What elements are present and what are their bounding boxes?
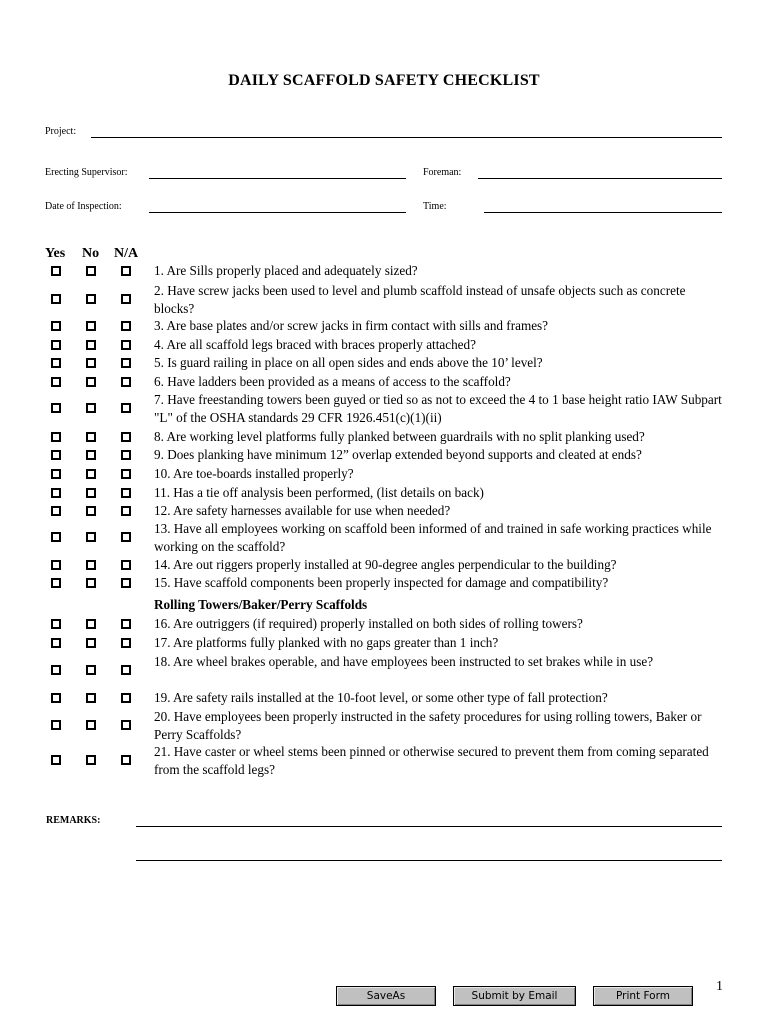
na-checkbox[interactable] xyxy=(121,665,131,675)
yes-checkbox[interactable] xyxy=(51,403,61,413)
na-checkbox[interactable] xyxy=(121,377,131,387)
yes-checkbox[interactable] xyxy=(51,720,61,730)
na-checkbox[interactable] xyxy=(121,266,131,276)
erecting-supervisor-field[interactable] xyxy=(149,178,406,179)
yes-checkbox[interactable] xyxy=(51,321,61,331)
yes-checkbox[interactable] xyxy=(51,755,61,765)
na-checkbox[interactable] xyxy=(121,755,131,765)
question-text: 10. Are toe-boards installed properly? xyxy=(154,466,354,481)
yes-checkbox[interactable] xyxy=(51,266,61,276)
no-checkbox[interactable] xyxy=(86,532,96,542)
no-checkbox[interactable] xyxy=(86,403,96,413)
save-as-button[interactable]: SaveAs xyxy=(336,986,436,1006)
page-number: 1 xyxy=(716,979,723,994)
no-checkbox[interactable] xyxy=(86,432,96,442)
question-text: 14. Are out riggers properly installed at 90-degree angles perpendicular to the building? xyxy=(154,557,617,572)
question-text: 6. Have ladders been provided as a means of access to the scaffold? xyxy=(154,374,511,389)
question-text: 21. Have caster or wheel stems been pinned or otherwise secured to prevent them from coming separated from the scaffold legs? xyxy=(154,744,709,777)
date-of-inspection-field[interactable] xyxy=(149,212,406,213)
no-checkbox[interactable] xyxy=(86,340,96,350)
no-checkbox[interactable] xyxy=(86,266,96,276)
no-checkbox[interactable] xyxy=(86,720,96,730)
yes-checkbox[interactable] xyxy=(51,532,61,542)
na-checkbox[interactable] xyxy=(121,321,131,331)
no-checkbox[interactable] xyxy=(86,377,96,387)
question-text: 3. Are base plates and/or screw jacks in firm contact with sills and frames? xyxy=(154,318,549,333)
yes-checkbox[interactable] xyxy=(51,294,61,304)
question-text: 17. Are platforms fully planked with no gaps greater than 1 inch? xyxy=(154,635,499,650)
question-text: 12. Are safety harnesses available for use when needed? xyxy=(154,503,451,518)
na-checkbox[interactable] xyxy=(121,638,131,648)
na-checkbox[interactable] xyxy=(121,506,131,516)
yes-checkbox[interactable] xyxy=(51,450,61,460)
no-checkbox[interactable] xyxy=(86,638,96,648)
na-checkbox[interactable] xyxy=(121,432,131,442)
no-checkbox[interactable] xyxy=(86,450,96,460)
na-checkbox[interactable] xyxy=(121,469,131,479)
question-text: 16. Are outriggers (if required) properly installed on both sides of rolling towers? xyxy=(154,616,583,631)
no-checkbox[interactable] xyxy=(86,693,96,703)
yes-checkbox[interactable] xyxy=(51,560,61,570)
foreman-label: Foreman: xyxy=(423,167,462,178)
question-text: 20. Have employees been properly instructed in the safety procedures for using rolling towers, Baker or Perry Scaffolds? xyxy=(154,709,702,742)
date-of-inspection-label: Date of Inspection: xyxy=(45,201,122,212)
question-text: 11. Has a tie off analysis been performed, (list details on back) xyxy=(154,485,484,500)
yes-checkbox[interactable] xyxy=(51,469,61,479)
no-checkbox[interactable] xyxy=(86,294,96,304)
na-checkbox[interactable] xyxy=(121,358,131,368)
no-checkbox[interactable] xyxy=(86,560,96,570)
question-text: 9. Does planking have minimum 12” overlap extended beyond supports and cleated at ends? xyxy=(154,447,642,462)
na-column-header: N/A xyxy=(114,246,139,261)
no-checkbox[interactable] xyxy=(86,755,96,765)
na-checkbox[interactable] xyxy=(121,560,131,570)
yes-checkbox[interactable] xyxy=(51,619,61,629)
question-text: 7. Have freestanding towers been guyed or tied so as not to exceed the 4 to 1 base height ratio IAW Subpart "L" of the OSHA standards 29 CFR 1926.451(c)(1)(ii) xyxy=(154,392,722,425)
yes-checkbox[interactable] xyxy=(51,488,61,498)
section-heading-rolling-towers: Rolling Towers/Baker/Perry Scaffolds xyxy=(154,597,368,612)
na-checkbox[interactable] xyxy=(121,720,131,730)
print-form-button[interactable]: Print Form xyxy=(593,986,693,1006)
project-field[interactable] xyxy=(91,137,722,138)
na-checkbox[interactable] xyxy=(121,403,131,413)
no-checkbox[interactable] xyxy=(86,665,96,675)
na-checkbox[interactable] xyxy=(121,294,131,304)
yes-checkbox[interactable] xyxy=(51,358,61,368)
no-checkbox[interactable] xyxy=(86,488,96,498)
remarks-label: REMARKS: xyxy=(46,815,101,826)
no-checkbox[interactable] xyxy=(86,321,96,331)
yes-column-header: Yes xyxy=(45,246,66,261)
yes-checkbox[interactable] xyxy=(51,377,61,387)
erecting-supervisor-label: Erecting Supervisor: xyxy=(45,167,128,178)
question-text: 19. Are safety rails installed at the 10-foot level, or some other type of fall protection? xyxy=(154,690,608,705)
time-field[interactable] xyxy=(484,212,722,213)
project-label: Project: xyxy=(45,126,77,137)
na-checkbox[interactable] xyxy=(121,340,131,350)
yes-checkbox[interactable] xyxy=(51,578,61,588)
form-title: DAILY SCAFFOLD SAFETY CHECKLIST xyxy=(228,72,540,89)
question-text: 1. Are Sills properly placed and adequately sized? xyxy=(154,263,418,278)
question-text: 4. Are all scaffold legs braced with braces properly attached? xyxy=(154,337,476,352)
question-text: 5. Is guard railing in place on all open sides and ends above the 10’ level? xyxy=(154,355,543,370)
no-checkbox[interactable] xyxy=(86,578,96,588)
no-checkbox[interactable] xyxy=(86,469,96,479)
no-column-header: No xyxy=(82,246,100,261)
yes-checkbox[interactable] xyxy=(51,340,61,350)
question-text: 15. Have scaffold components been properly inspected for damage and compatibility? xyxy=(154,575,609,590)
na-checkbox[interactable] xyxy=(121,578,131,588)
question-text: 2. Have screw jacks been used to level and plumb scaffold instead of unsafe objects such as concrete blocks? xyxy=(154,283,686,316)
na-checkbox[interactable] xyxy=(121,532,131,542)
yes-checkbox[interactable] xyxy=(51,638,61,648)
na-checkbox[interactable] xyxy=(121,450,131,460)
na-checkbox[interactable] xyxy=(121,619,131,629)
no-checkbox[interactable] xyxy=(86,619,96,629)
na-checkbox[interactable] xyxy=(121,693,131,703)
remarks-line-2[interactable] xyxy=(136,860,722,861)
no-checkbox[interactable] xyxy=(86,506,96,516)
yes-checkbox[interactable] xyxy=(51,506,61,516)
remarks-line-1[interactable] xyxy=(136,826,722,827)
yes-checkbox[interactable] xyxy=(51,665,61,675)
question-text: 8. Are working level platforms fully planked between guardrails with no split planking used? xyxy=(154,429,645,444)
question-text: 18. Are wheel brakes operable, and have employees been instructed to set brakes while in use? xyxy=(154,654,654,669)
yes-checkbox[interactable] xyxy=(51,693,61,703)
na-checkbox[interactable] xyxy=(121,488,131,498)
no-checkbox[interactable] xyxy=(86,358,96,368)
yes-checkbox[interactable] xyxy=(51,432,61,442)
question-text: 13. Have all employees working on scaffold been informed of and trained in safe working practices while working on the scaffold? xyxy=(154,521,712,554)
foreman-field[interactable] xyxy=(478,178,722,179)
submit-by-email-button[interactable]: Submit by Email xyxy=(453,986,576,1006)
time-label: Time: xyxy=(423,201,447,212)
